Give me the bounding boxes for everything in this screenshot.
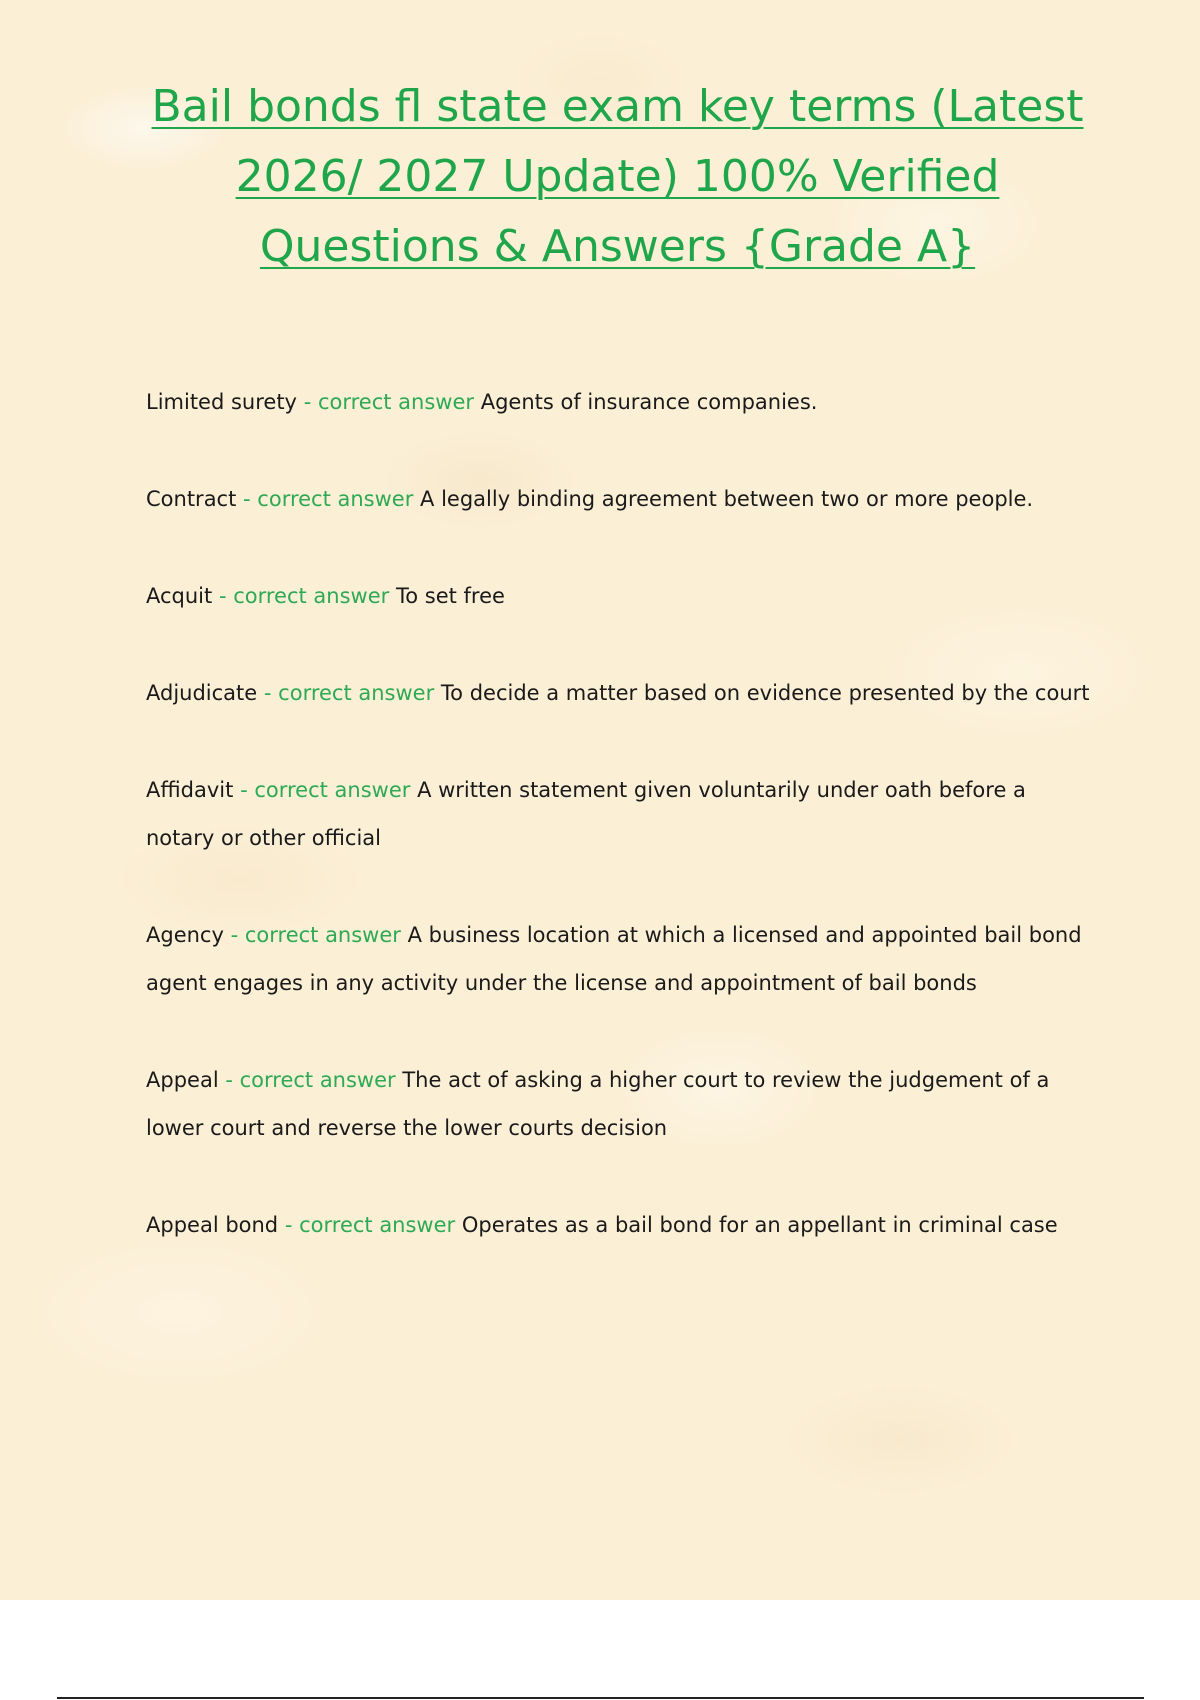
term-entry [146,766,1096,862]
term-separator: - [243,487,251,511]
term-separator: - [225,1068,233,1092]
term-name: Limited surety [146,390,297,414]
term-entry [146,669,1096,717]
term-definition: To decide a matter based on evidence presented by the court [440,681,1090,705]
term-definition: A business location at which a licensed and appointed bail bond agent engages in any activity under the license and appointment of bail bonds [146,923,1082,995]
term-name: Contract [146,487,237,511]
term-entry [146,1201,1096,1249]
term-entry [146,911,1096,1007]
term-list [146,378,1096,1298]
term-separator: - [263,681,272,705]
answer-cue: correct answer [244,923,401,947]
term-name: Acquit [146,584,213,608]
term-name: Appeal bond [146,1213,279,1237]
term-separator: - [218,584,227,608]
answer-cue: correct answer [278,681,435,705]
term-name: Affidavit [146,778,234,802]
answer-cue: correct answer [239,1068,396,1092]
term-definition: A legally binding agreement between two or more people. [420,487,1034,511]
term-separator: - [230,923,239,947]
document-title: Bail bonds fl state exam key terms (Latest 2026/ 2027 Update) 100% Verified Questions & Answers {Grade A} [151,81,1084,272]
term-entry [146,1056,1096,1152]
term-entry [146,572,1096,620]
term-entry [146,475,1096,523]
term-name: Agency [146,923,224,947]
term-definition: A written statement given voluntarily under oath before a notary or other official [146,778,1026,850]
term-name: Adjudicate [146,681,258,705]
term-definition: Operates as a bail bond for an appellant in criminal case [461,1213,1058,1237]
footer-divider [57,1697,1144,1699]
term-separator: - [240,778,248,802]
term-separator: - [284,1213,293,1237]
answer-cue: correct answer [257,487,414,511]
answer-cue: correct answer [317,390,475,414]
term-entry [146,378,1096,426]
answer-cue: correct answer [254,778,411,802]
term-separator: - [303,390,312,414]
term-definition: To set free [395,584,505,608]
term-definition: The act of asking a higher court to review the judgement of a lower court and reverse the lower courts decision [146,1068,1050,1140]
term-definition: Agents of insurance companies. [480,390,818,414]
term-name: Appeal [146,1068,219,1092]
answer-cue: correct answer [299,1213,456,1237]
answer-cue: correct answer [233,584,390,608]
